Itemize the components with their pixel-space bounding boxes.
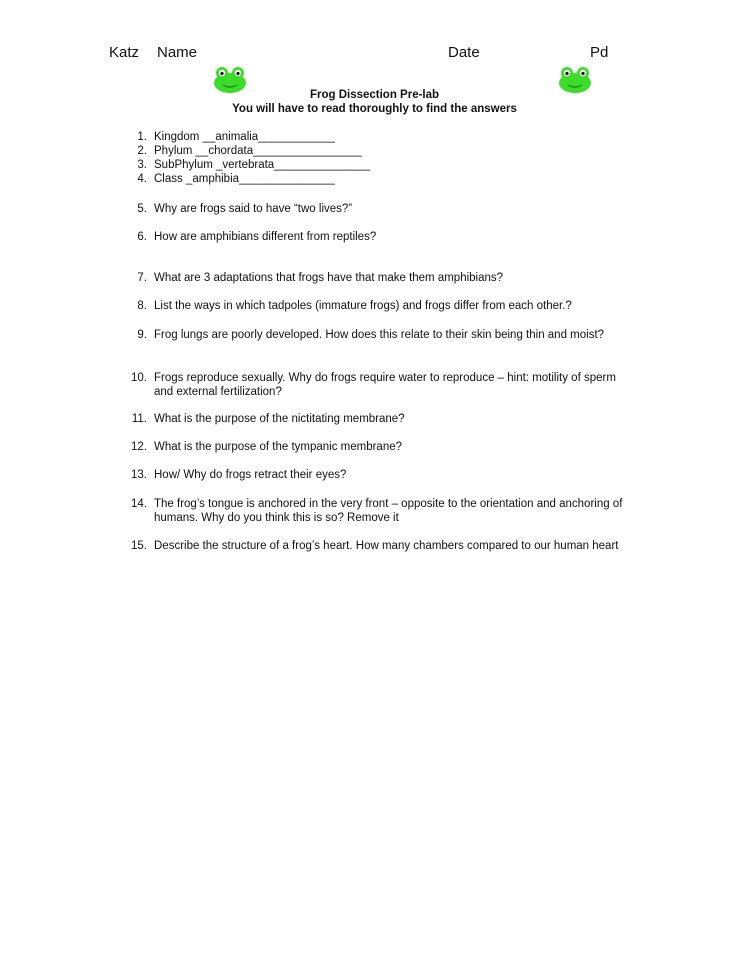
question-item bbox=[131, 440, 631, 454]
question-item bbox=[131, 202, 631, 216]
question-text: Phylum __chordata_________________ bbox=[154, 145, 362, 157]
question-number: 10. bbox=[131, 372, 147, 384]
question-item bbox=[131, 271, 631, 285]
question-text: Frogs reproduce sexually. Why do frogs require water to reproduce – hint: motility of sperm and external fertilization? bbox=[154, 372, 616, 398]
question-item bbox=[131, 230, 631, 244]
question-item bbox=[131, 497, 631, 525]
question-number: 9. bbox=[137, 329, 147, 341]
question-text: How are amphibians different from reptiles? bbox=[154, 231, 377, 243]
question-item bbox=[131, 144, 631, 158]
question-item bbox=[131, 468, 631, 482]
header-name-label: Name bbox=[157, 44, 198, 61]
question-text: SubPhylum _vertebrata_______________ bbox=[154, 159, 371, 171]
question-number: 8. bbox=[137, 300, 147, 312]
page-subtitle: You will have to read thoroughly to find the answers bbox=[232, 103, 517, 115]
header-katz: Katz bbox=[109, 44, 140, 61]
question-text: Describe the structure of a frog’s heart. How many chambers compared to our human heart bbox=[154, 540, 619, 552]
question-number: 13. bbox=[131, 469, 147, 481]
question-number: 12. bbox=[131, 441, 147, 453]
question-number: 6. bbox=[137, 231, 147, 243]
question-text: List the ways in which tadpoles (immature frogs) and frogs differ from each other.? bbox=[154, 300, 572, 312]
question-text: How/ Why do frogs retract their eyes? bbox=[154, 469, 347, 481]
question-item bbox=[131, 412, 631, 426]
question-number: 11. bbox=[131, 413, 147, 425]
question-text: Kingdom __animalia____________ bbox=[154, 131, 335, 143]
question-item bbox=[131, 371, 631, 399]
question-text: What are 3 adaptations that frogs have that make them amphibians? bbox=[154, 272, 504, 284]
question-number: 15. bbox=[131, 540, 147, 552]
page-title: Frog Dissection Pre-lab bbox=[309, 89, 440, 101]
question-number: 2. bbox=[137, 145, 147, 157]
question-text: Why are frogs said to have “two lives?” bbox=[154, 203, 353, 215]
question-item bbox=[131, 172, 631, 186]
question-number: 7. bbox=[137, 272, 147, 284]
question-text: Class _amphibia_______________ bbox=[154, 173, 335, 185]
question-number: 1. bbox=[137, 131, 147, 143]
question-number: 14. bbox=[131, 498, 147, 510]
question-text: The frog’s tongue is anchored in the very front – opposite to the orientation and anchoring of humans. Why do you think this is so? Remove it bbox=[154, 498, 623, 524]
question-item bbox=[131, 299, 631, 313]
question-text: What is the purpose of the tympanic membrane? bbox=[154, 441, 403, 453]
question-item bbox=[131, 328, 631, 342]
question-item bbox=[131, 158, 631, 172]
question-number: 5. bbox=[137, 203, 147, 215]
question-text: What is the purpose of the nictitating membrane? bbox=[154, 413, 405, 425]
question-number: 4. bbox=[137, 173, 147, 185]
question-item bbox=[131, 539, 631, 553]
question-text: Frog lungs are poorly developed. How does this relate to their skin being thin and moist? bbox=[154, 329, 605, 341]
header-date-label: Date bbox=[448, 44, 480, 61]
question-item bbox=[131, 130, 631, 144]
header-period-label: Pd bbox=[590, 44, 609, 61]
question-number: 3. bbox=[137, 159, 147, 171]
